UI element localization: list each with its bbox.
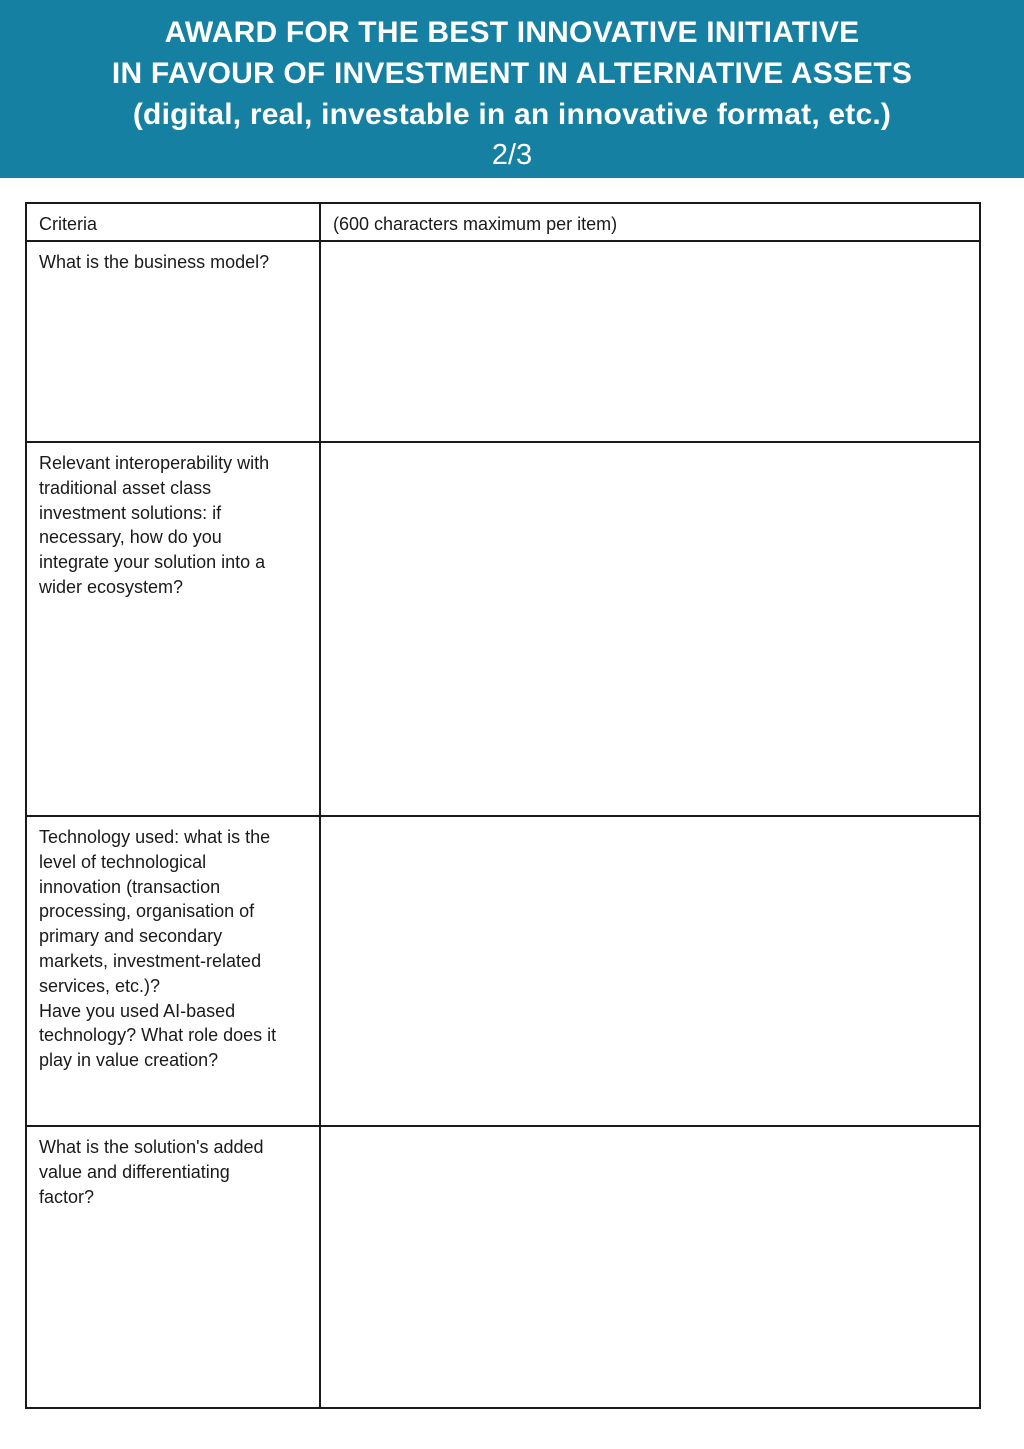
table-row (26, 241, 980, 442)
title-line-1: AWARD FOR THE BEST INNOVATIVE INITIATIVE (164, 16, 860, 49)
criteria-column-header (26, 203, 320, 241)
answer-column-header (320, 203, 980, 241)
table-header-row (26, 203, 980, 241)
answer-header-label: (600 characters maximum per item) (333, 214, 618, 234)
title-line-2: IN FAVOUR OF INVESTMENT IN ALTERNATIVE ASSETS (111, 57, 913, 90)
table-row (26, 1126, 980, 1408)
answer-cell-technology[interactable] (320, 816, 980, 1126)
criterion-cell-technology (26, 816, 320, 1126)
answer-cell-interoperability[interactable] (320, 442, 980, 816)
page-header (0, 0, 1024, 178)
criteria-table (25, 202, 981, 1409)
criterion-text: Technology used: what is the level of technological innovation (transaction processing, organisation of primary and secondary markets, investment-related services, etc.)? Have you used AI-based technology? What role does it play in value creation? (39, 827, 277, 1071)
criterion-text: What is the business model? (39, 252, 270, 272)
criterion-text: Relevant interoperability with traditional asset class investment solutions: if necessary, how do you integrate your solution into a wider ecosystem? (39, 453, 270, 597)
criterion-cell-interoperability (26, 442, 320, 816)
criterion-text: What is the solution's added value and differentiating factor? (39, 1137, 264, 1207)
criterion-cell-added-value (26, 1126, 320, 1408)
criterion-cell-business-model (26, 241, 320, 442)
table-row (26, 816, 980, 1126)
page-indicator: 2/3 (491, 139, 533, 171)
answer-cell-business-model[interactable] (320, 241, 980, 442)
title-line-3: (digital, real, investable in an innovative format, etc.) (132, 98, 892, 131)
criteria-header-label: Criteria (39, 214, 98, 234)
answer-cell-added-value[interactable] (320, 1126, 980, 1408)
table-row (26, 442, 980, 816)
